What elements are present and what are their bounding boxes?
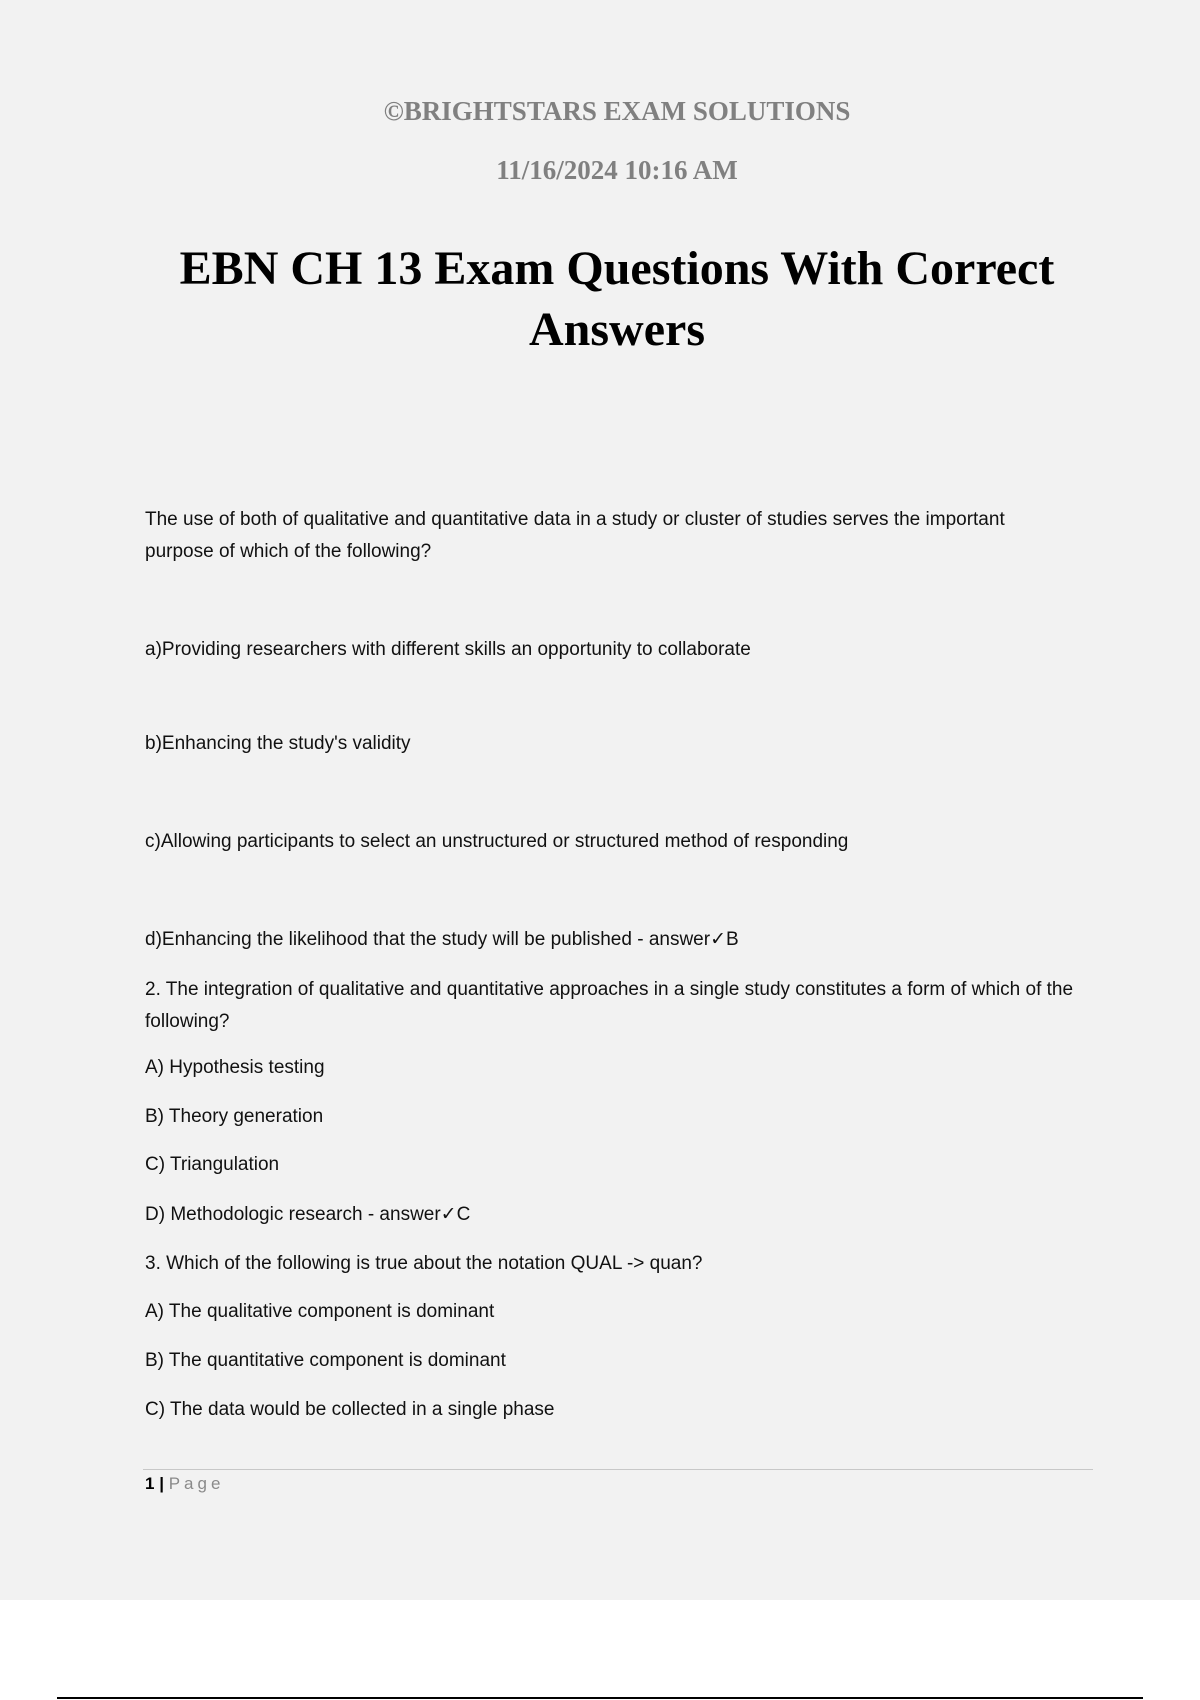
question-3-option-b: B) The quantitative component is dominant — [145, 1350, 506, 1371]
document-title: EBN CH 13 Exam Questions With Correct Answers — [179, 242, 1055, 356]
question-1-option-c: c)Allowing participants to select an unstructured or structured method of responding — [145, 831, 849, 852]
page-footer — [145, 1474, 224, 1494]
footer-divider — [143, 1469, 1093, 1470]
question-3-option-a: A) The qualitative component is dominant — [145, 1301, 495, 1322]
question-3-option-c: C) The data would be collected in a single phase — [145, 1399, 555, 1420]
question-2-option-c: C) Triangulation — [145, 1154, 280, 1175]
question-1-option-d-answer: d)Enhancing the likelihood that the study will be published - answer✓B — [145, 929, 739, 950]
header-company-watermark: ©BRIGHTSTARS EXAM SOLUTIONS — [383, 96, 851, 126]
question-1-option-a: a)Providing researchers with different skills an opportunity to collaborate — [145, 639, 751, 660]
question-3-text: 3. Which of the following is true about the notation QUAL -> quan? — [145, 1253, 703, 1274]
page-label: Page — [168, 1474, 225, 1493]
page-number: 1 — [145, 1474, 155, 1493]
question-2-option-b: B) Theory generation — [145, 1106, 324, 1127]
bottom-divider — [57, 1697, 1143, 1699]
question-1-option-b: b)Enhancing the study's validity — [145, 733, 411, 754]
question-2-option-d-answer: D) Methodologic research - answer✓C — [145, 1204, 471, 1225]
question-2-text: 2. The integration of qualitative and quantitative approaches in a single study constitutes a form of which of the following? — [145, 979, 1074, 1032]
header-datetime: 11/16/2024 10:16 AM — [496, 155, 738, 185]
question-1-text: The use of both of qualitative and quantitative data in a study or cluster of studies serves the important purpose of which of the following? — [145, 509, 1005, 562]
footer-separator: | — [159, 1474, 164, 1493]
question-2-option-a: A) Hypothesis testing — [145, 1057, 325, 1078]
